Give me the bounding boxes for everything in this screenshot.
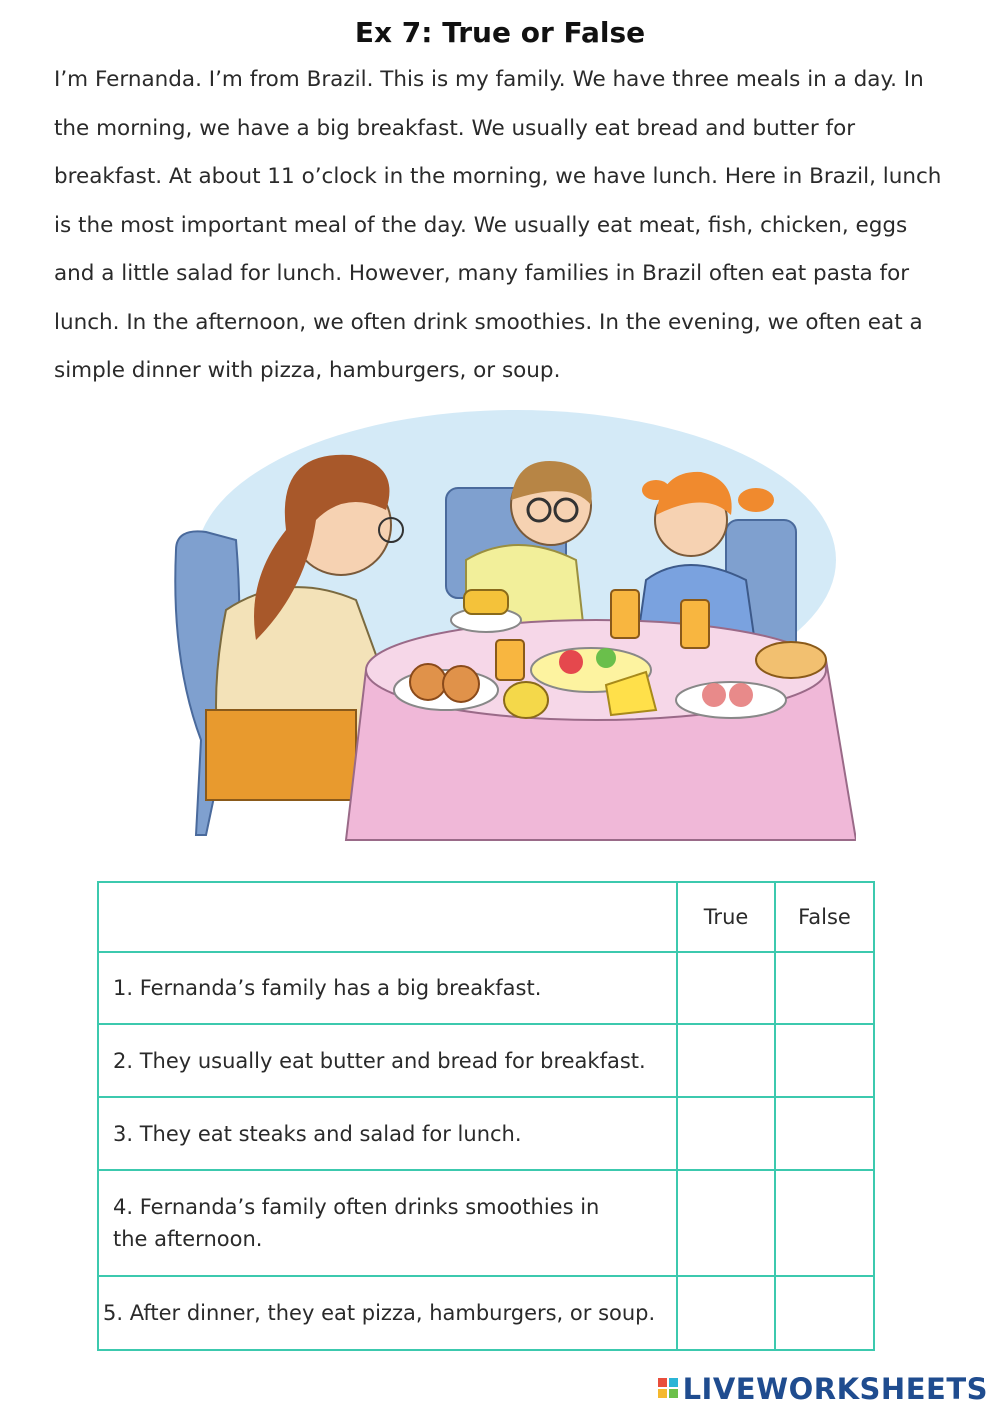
statement-header [98,882,677,952]
statement-3: 3. They eat steaks and salad for lunch. [98,1097,677,1170]
true-false-table [97,881,875,1351]
table-row [98,1024,874,1097]
statement-5: 5. After dinner, they eat pizza, hamburgers, or soup. [98,1276,677,1350]
answer-true-5[interactable] [677,1276,775,1350]
liveworksheets-logo-text: LIVEWORKSHEETS [682,1372,988,1406]
table-header-row [98,882,874,952]
liveworksheets-logo [658,1372,988,1406]
statement-2: 2. They usually eat butter and bread for breakfast. [98,1024,677,1097]
statement-1: 1. Fernanda’s family has a big breakfast. [98,952,677,1024]
family-breakfast-illustration [166,410,856,842]
answer-true-3[interactable] [677,1097,775,1170]
table-row [98,952,874,1024]
liveworksheets-logo-icon [658,1376,680,1402]
reading-passage: I’m Fernanda. I’m from Brazil. This is my family. We have three meals in a day. In the morning, we have a big breakfast. We usually eat bread and butter for breakfast. At about 11 o’clock in the morning, we have lunch. Here in Brazil, lunch is the most important meal of the day. We usually eat meat, fish, chicken, eggs and a little salad for lunch. However, many families in Brazil often eat pasta for lunch. In the afternoon, we often drink smoothies. In the evening, we often eat a simple dinner with pizza, hamburgers, or soup. [54,67,942,383]
answer-false-4[interactable] [775,1170,874,1276]
answer-false-5[interactable] [775,1276,874,1350]
table-row [98,1276,874,1350]
answer-false-1[interactable] [775,952,874,1024]
false-header: False [775,882,874,952]
answer-false-2[interactable] [775,1024,874,1097]
statement-4-text: 4. Fernanda’s family often drinks smoothies in the afternoon. [113,1195,600,1251]
worksheet-title: Ex 7: True or False [354,16,646,49]
statement-4 [98,1170,677,1276]
answer-true-4[interactable] [677,1170,775,1276]
answer-false-3[interactable] [775,1097,874,1170]
answer-true-1[interactable] [677,952,775,1024]
table-row [98,1170,874,1276]
answer-true-2[interactable] [677,1024,775,1097]
table-row [98,1097,874,1170]
true-header: True [677,882,775,952]
